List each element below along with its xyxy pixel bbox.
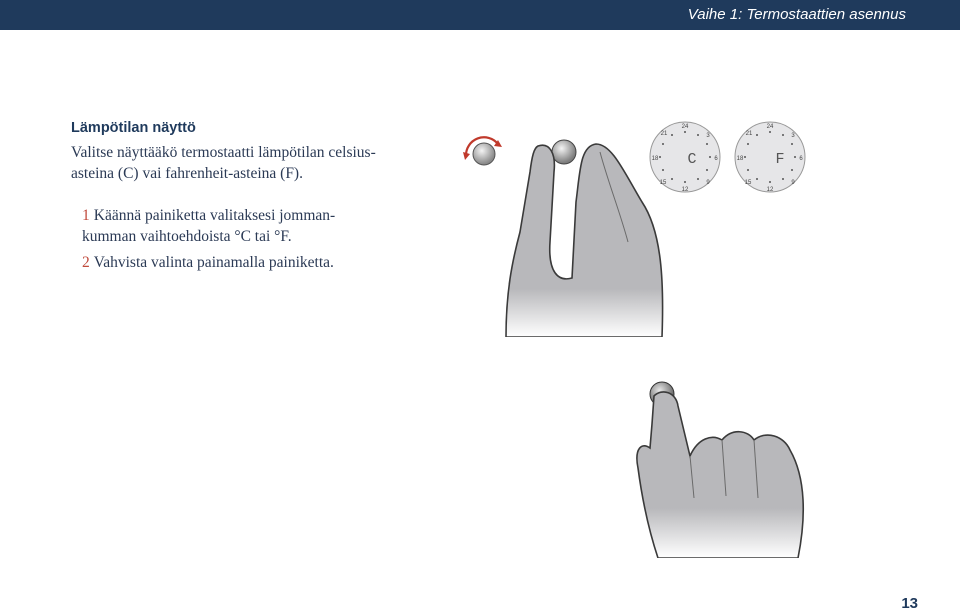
step-text: Vahvista valinta painamalla painiketta. (93, 254, 334, 271)
page-number: 13 (901, 595, 918, 612)
dial-tick-label: 6 (714, 156, 718, 162)
dial-tick-label: 3 (791, 133, 795, 139)
step-2 (82, 252, 334, 273)
intro-line: asteina (C) vai fahrenheit-asteina (F). (71, 165, 303, 182)
dial-tick-label: 21 (745, 131, 753, 137)
step-text: kumman vaihtoehdoista °C tai °F. (82, 228, 292, 245)
intro-paragraph (71, 142, 431, 184)
press-hand-illustration (628, 378, 813, 558)
dial-fahrenheit (733, 120, 807, 194)
dial-tick-label: 18 (651, 156, 659, 162)
dial-tick-label: 12 (681, 187, 689, 193)
dial-tick-label: 9 (791, 180, 795, 186)
page-header (0, 0, 960, 30)
dial-tick-label: 21 (660, 131, 668, 137)
dial-unit: C (687, 151, 697, 168)
dial-tick-label: 12 (766, 187, 774, 193)
dial-tick-label: 24 (681, 124, 689, 130)
step-number: 2 (82, 254, 90, 271)
step-number: 1 (82, 207, 90, 224)
step-1 (82, 205, 335, 247)
dial-celsius (648, 120, 722, 194)
pinch-hand-illustration (500, 132, 670, 337)
dial-tick-label: 15 (744, 180, 752, 186)
dial-tick-label: 6 (799, 156, 803, 162)
step-text: Käännä painiketta valitaksesi jomman- (93, 207, 336, 224)
dial-tick-label: 24 (766, 124, 774, 130)
dial-tick-label: 18 (736, 156, 744, 162)
intro-line: Valitse näyttääkö termostaatti lämpötilan celsius- (71, 144, 376, 161)
dial-tick-label: 9 (706, 180, 710, 186)
section-title: Lämpötilan näyttö (71, 120, 196, 136)
dial-unit: F (775, 151, 785, 168)
rotate-knob-icon (458, 132, 506, 172)
header-title: Vaihe 1: Termostaattien asennus (687, 6, 906, 23)
dial-tick-label: 3 (706, 133, 710, 139)
dial-tick-label: 15 (659, 180, 667, 186)
